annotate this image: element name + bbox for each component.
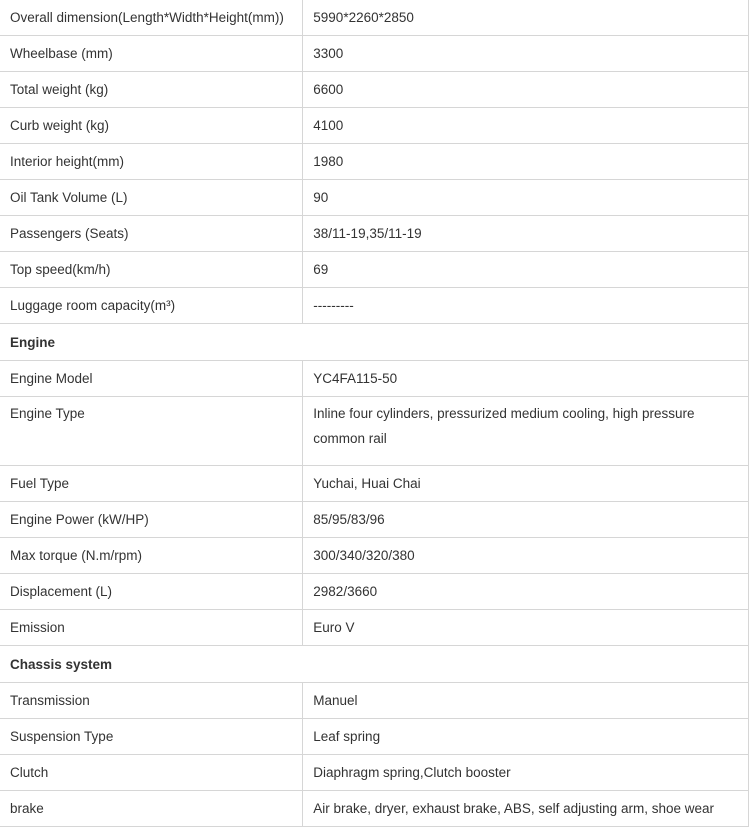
table-row [0,466,749,502]
spec-label: Fuel Type [0,466,303,502]
spec-label: Overall dimension(Length*Width*Height(mm)) [0,0,303,36]
spec-value: Leaf spring [303,719,749,755]
spec-label: Engine Power (kW/HP) [0,502,303,538]
spec-label: Luggage room capacity(m³) [0,288,303,324]
spec-value: Manuel [303,683,749,719]
spec-value: 2982/3660 [303,574,749,610]
spec-label: Oil Tank Volume (L) [0,180,303,216]
table-row [0,0,749,36]
spec-value: 6600 [303,72,749,108]
spec-label: Interior height(mm) [0,144,303,180]
spec-value: 5990*2260*2850 [303,0,749,36]
table-row [0,216,749,252]
spec-label: Wheelbase (mm) [0,36,303,72]
spec-value: Air brake, dryer, exhaust brake, ABS, self adjusting arm, shoe wear [303,791,749,827]
spec-label: Engine Model [0,361,303,397]
section-heading-engine: Engine [0,324,749,361]
spec-label: Emission [0,610,303,646]
spec-value: 69 [303,252,749,288]
spec-label: Passengers (Seats) [0,216,303,252]
spec-label: Suspension Type [0,719,303,755]
section-row-engine [0,324,749,361]
table-row [0,502,749,538]
spec-label: Curb weight (kg) [0,108,303,144]
spec-label: Clutch [0,755,303,791]
spec-label: Max torque (N.m/rpm) [0,538,303,574]
spec-value: 4100 [303,108,749,144]
spec-value: 38/11-19,35/11-19 [303,216,749,252]
table-row [0,144,749,180]
section-row-chassis [0,646,749,683]
spec-label: Engine Type [0,397,303,466]
section-heading-chassis: Chassis system [0,646,749,683]
spec-value: 3300 [303,36,749,72]
table-row [0,180,749,216]
spec-label: Top speed(km/h) [0,252,303,288]
spec-value: 85/95/83/96 [303,502,749,538]
table-row [0,719,749,755]
table-row [0,288,749,324]
spec-label: Displacement (L) [0,574,303,610]
table-row [0,108,749,144]
spec-value: Diaphragm spring,Clutch booster [303,755,749,791]
table-row [0,397,749,466]
table-row [0,538,749,574]
spec-value: YC4FA115-50 [303,361,749,397]
spec-value: 1980 [303,144,749,180]
table-row [0,610,749,646]
spec-value: Yuchai, Huai Chai [303,466,749,502]
table-row [0,252,749,288]
table-row [0,574,749,610]
table-row [0,36,749,72]
spec-label: Total weight (kg) [0,72,303,108]
spec-value: 300/340/320/380 [303,538,749,574]
table-row [0,72,749,108]
table-row [0,791,749,827]
spec-label: brake [0,791,303,827]
spec-value: Euro V [303,610,749,646]
spec-value: --------- [303,288,749,324]
spec-value: Inline four cylinders, pressurized medium cooling, high pressure common rail [303,397,749,466]
table-row [0,683,749,719]
table-row [0,755,749,791]
spec-label: Transmission [0,683,303,719]
spec-value: 90 [303,180,749,216]
table-row [0,361,749,397]
